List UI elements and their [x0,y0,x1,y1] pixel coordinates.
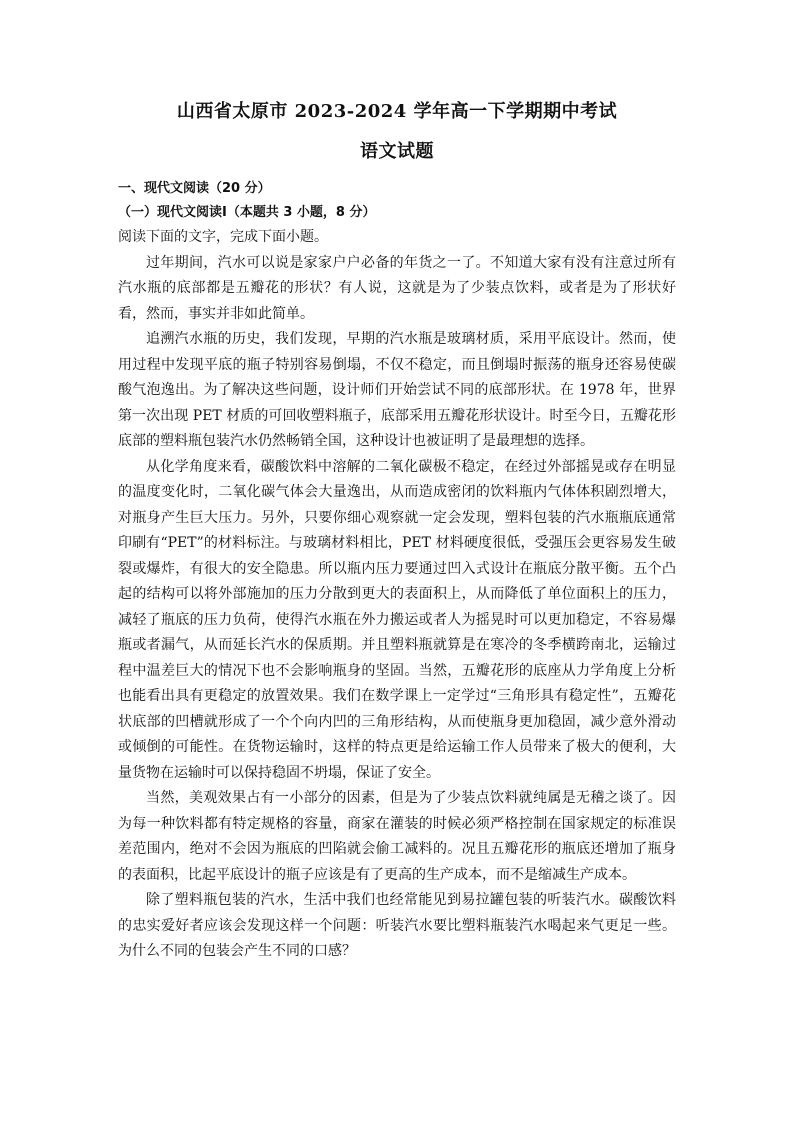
passage-paragraph: 除了塑料瓶包装的汽水，生活中我们也经常能见到易拉罐包装的听装汽水。碳酸饮料的忠实爱好者应该会发现这样一个问题：听装汽水要比塑料瓶装汽水喝起来气更足一些。为什么不同的包装会产生不同的口感？ [118,892,676,959]
reading-instruction: 阅读下面的文字，完成下面小题。 [118,229,328,245]
passage-paragraph: 当然，美观效果占有一小部分的因素，但是为了少装点饮料就纯属是无稽之谈了。因为每一种饮料都有特定规格的容量，商家在灌装的时候必须严格控制在国家规定的标准误差范围内，绝对不会因为瓶底的凹陷就会偷工减料的。况且五瓣花形的瓶底还增加了瓶身的表面积，比起平底设计的瓶子应该是有了更高的生产成本，而不是缩减生产成本。 [118,790,676,883]
document-page [118,95,676,965]
passage-paragraph: 追溯汽水瓶的历史，我们发现，早期的汽水瓶是玻璃材质，采用平底设计。然而，使用过程中发现平底的瓶子特别容易倒塌，不仅不稳定，而且倒塌时振荡的瓶身还容易使碳酸气泡逸出。为了解决这些问题，设计师们开始尝试不同的底部形状。在 1978 年，世界第一次出现 PET 材质的可回收塑料瓶子，底部采用五瓣花形状设计。时至今日，五瓣花形底部的塑料瓶包装汽水仍然畅销全国，这种设计也被证明了是最理想的选择。 [118,331,676,449]
subsection-heading: （一）现代文阅读Ⅰ（本题共 3 小题，8 分） [118,205,376,220]
section-heading: 一、现代文阅读（20 分） [118,181,271,196]
passage-paragraph: 过年期间，汽水可以说是家家户户必备的年货之一了。不知道大家有没有注意过所有汽水瓶的底部都是五瓣花的形状？有人说，这就是为了少装点饮料，或者是为了形状好看，然而，事实并非如此简单。 [118,254,676,322]
passage-paragraph: 从化学角度来看，碳酸饮料中溶解的二氧化碳极不稳定，在经过外部摇晃或存在明显的温度变化时，二氧化碳气体会大量逸出，从而造成密闭的饮料瓶内气体体积剧烈增大，对瓶身产生巨大压力。另外，只要你细心观察就一定会发现，塑料包装的汽水瓶瓶底通常印刷有“PET”的材料标注。与玻璃材料相比，PET 材料硬度很低，受强压会更容易发生破裂或爆炸，有很大的安全隐患。所以瓶内压力要通过凹入式设计在瓶底分散平衡。五个凸起的结构可以将外部施加的压力分散到更大的表面积上，从而降低了单位面积上的压力，减轻了瓶底的压力负荷，使得汽水瓶在外力搬运或者人为摇晃时可以更加稳定，不容易爆瓶或者漏气，从而延长汽水的保质期。并且塑料瓶就算是在寒冷的冬季横跨南北，运输过程中温差巨大的情况下也不会影响瓶身的坚固。当然，五瓣花形的底座从力学角度上分析也能看出具有更稳定的放置效果。我们在数学课上一定学过“三角形具有稳定性”，五瓣花状底部的凹槽就形成了一个个向内凹的三角形结构，从而使瓶身更加稳固，减少意外滑动或倾倒的可能性。在货物运输时，这样的特点更是给运输工作人员带来了极大的便利，大量货物在运输时可以保持稳固不坍塌，保证了安全。 [118,458,676,781]
exam-subject-title: 语文试题 [360,141,434,162]
exam-title: 山西省太原市 2023-2024 学年高一下学期期中考试 [176,101,618,122]
